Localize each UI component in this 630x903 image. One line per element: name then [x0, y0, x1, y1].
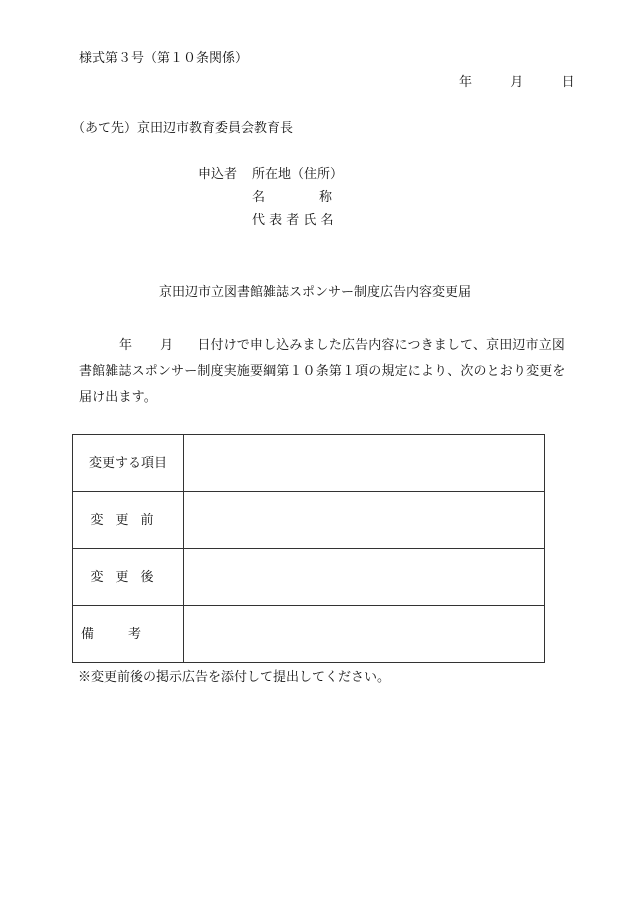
name-char-2: 称: [318, 190, 332, 205]
table-row: [73, 492, 545, 549]
applicant-representative-label: 代 表 者 氏 名: [252, 213, 334, 228]
document-title: 京田辺市立図書館雑誌スポンサー制度広告内容変更届: [158, 285, 471, 300]
change-table: [72, 434, 545, 663]
applicant-name-label: [252, 191, 332, 204]
row-value-before[interactable]: [184, 492, 545, 549]
addressee: （あて先）京田辺市教育委員会教育長: [72, 121, 294, 136]
body-text: 日付けで申し込みました広告内容につきまして、京田辺市立図書館雑誌スポンサー制度実施要綱第１０条第１項の規定により、次のとおり変更を届け出ます。: [79, 338, 566, 405]
body-month: 月: [160, 338, 174, 353]
table-row: [73, 606, 545, 663]
date-line: [459, 76, 575, 89]
table-row: [73, 435, 545, 492]
name-char-1: 名: [252, 190, 266, 205]
row-label-after: 変更後: [73, 549, 184, 606]
form-number: 様式第３号（第１０条関係）: [79, 51, 249, 66]
row-value-item[interactable]: [184, 435, 545, 492]
row-value-remarks[interactable]: [184, 606, 545, 663]
row-label-before: 変更前: [73, 492, 184, 549]
applicant-label: 申込者: [198, 167, 238, 182]
date-day: 日: [561, 75, 575, 90]
applicant-address-label: 所在地（住所）: [252, 167, 344, 182]
row-label-remarks: 備考: [73, 606, 184, 663]
date-year: 年: [459, 75, 473, 90]
body-paragraph: [79, 333, 569, 411]
body-year: 年: [119, 338, 133, 353]
row-label-item: 変更する項目: [73, 435, 184, 492]
date-month: 月: [510, 75, 524, 90]
row-value-after[interactable]: [184, 549, 545, 606]
table-row: [73, 549, 545, 606]
attachment-note: ※変更前後の掲示広告を添付して提出してください。: [78, 670, 391, 685]
